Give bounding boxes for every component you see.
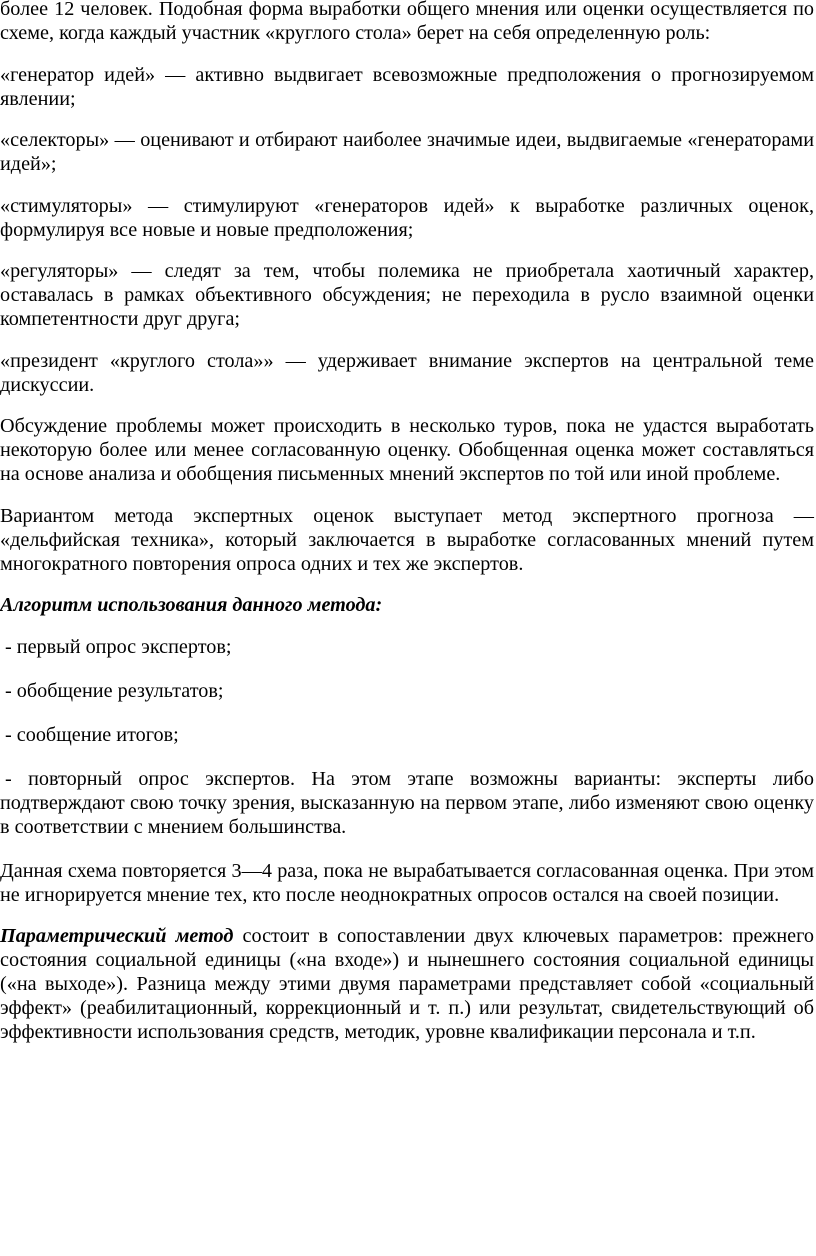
paragraph-role-regulators: «регуляторы» — следят за тем, чтобы полемика не приобретала хаотичный характер, оставалась в рамках объективного обсуждения; не переходила в русло взаимной оценки компетентности друг друга;	[0, 260, 814, 330]
algorithm-step: - первый опрос экспертов;	[5, 635, 232, 658]
paragraph-delphi-technique: Вариантом метода экспертных оценок выступает метод экспертного прогноза — «дельфийская техника», который заключается в выработке согласованных мнений путем многократного повторения опроса одних и тех же экспертов.	[0, 504, 814, 575]
parametric-method-text: состоит в сопоставлении двух ключевых параметров: прежнего состояния социальной единицы («на входе») и нынешнего состояния социальной единицы («на выходе»). Разница между этими двумя параметрами представляет собой «социальный эффект» (реабилитационный, коррекционный и т. п.) или результат, свидетельствующий об эффективности использования средств, методик, уровне квалификации персонала и т.п.	[0, 925, 814, 1043]
paragraph-round-table-intro: более 12 человек. Подобная форма выработки общего мнения или оценки осуществляется по схеме, когда каждый участник «круглого стола» берет на себя определенную роль:	[0, 0, 814, 44]
algorithm-heading: Алгоритм использования данного метода:	[0, 594, 383, 616]
paragraph-role-selectors: «селекторы» — оценивают и отбирают наиболее значимые идеи, выдвигаемые «генераторами идей»;	[0, 129, 814, 175]
paragraph-repetition: Данная схема повторяется 3—4 раза, пока не вырабатывается согласованная оценка. При этом не игнорируется мнение тех, кто после неоднократных опросов остался на своей позиции.	[0, 859, 814, 906]
algorithm-step: - обобщение результатов;	[5, 679, 224, 702]
paragraph-discussion-rounds: Обсуждение проблемы может происходить в несколько туров, пока не удастся выработать некоторую более или менее согласованную оценку. Обобщенная оценка может составляться на основе анализа и обобщения письменных мнений экспертов по той или иной проблеме.	[0, 415, 814, 485]
algorithm-step: - повторный опрос экспертов. На этом этапе возможны варианты: эксперты либо подтверждают свою точку зрения, высказанную на первом этапе, либо изменяют свою оценку в соответствии с мнением большинства.	[0, 767, 814, 838]
paragraph-role-stimulators: «стимуляторы» — стимулируют «генераторов идей» к выработке различных оценок, формулируя все новые и новые предположения;	[0, 194, 814, 241]
paragraph-role-president: «президент «круглого стола»» — удерживает внимание экспертов на центральной теме дискуссии.	[0, 349, 814, 396]
paragraph-role-idea-generator: «генератор идей» — активно выдвигает всевозможные предположения о прогнозируемом явлении;	[0, 63, 814, 110]
algorithm-step: - сообщение итогов;	[5, 723, 179, 746]
paragraph-parametric-method	[0, 924, 814, 1044]
parametric-method-term: Параметрический метод	[0, 925, 234, 947]
